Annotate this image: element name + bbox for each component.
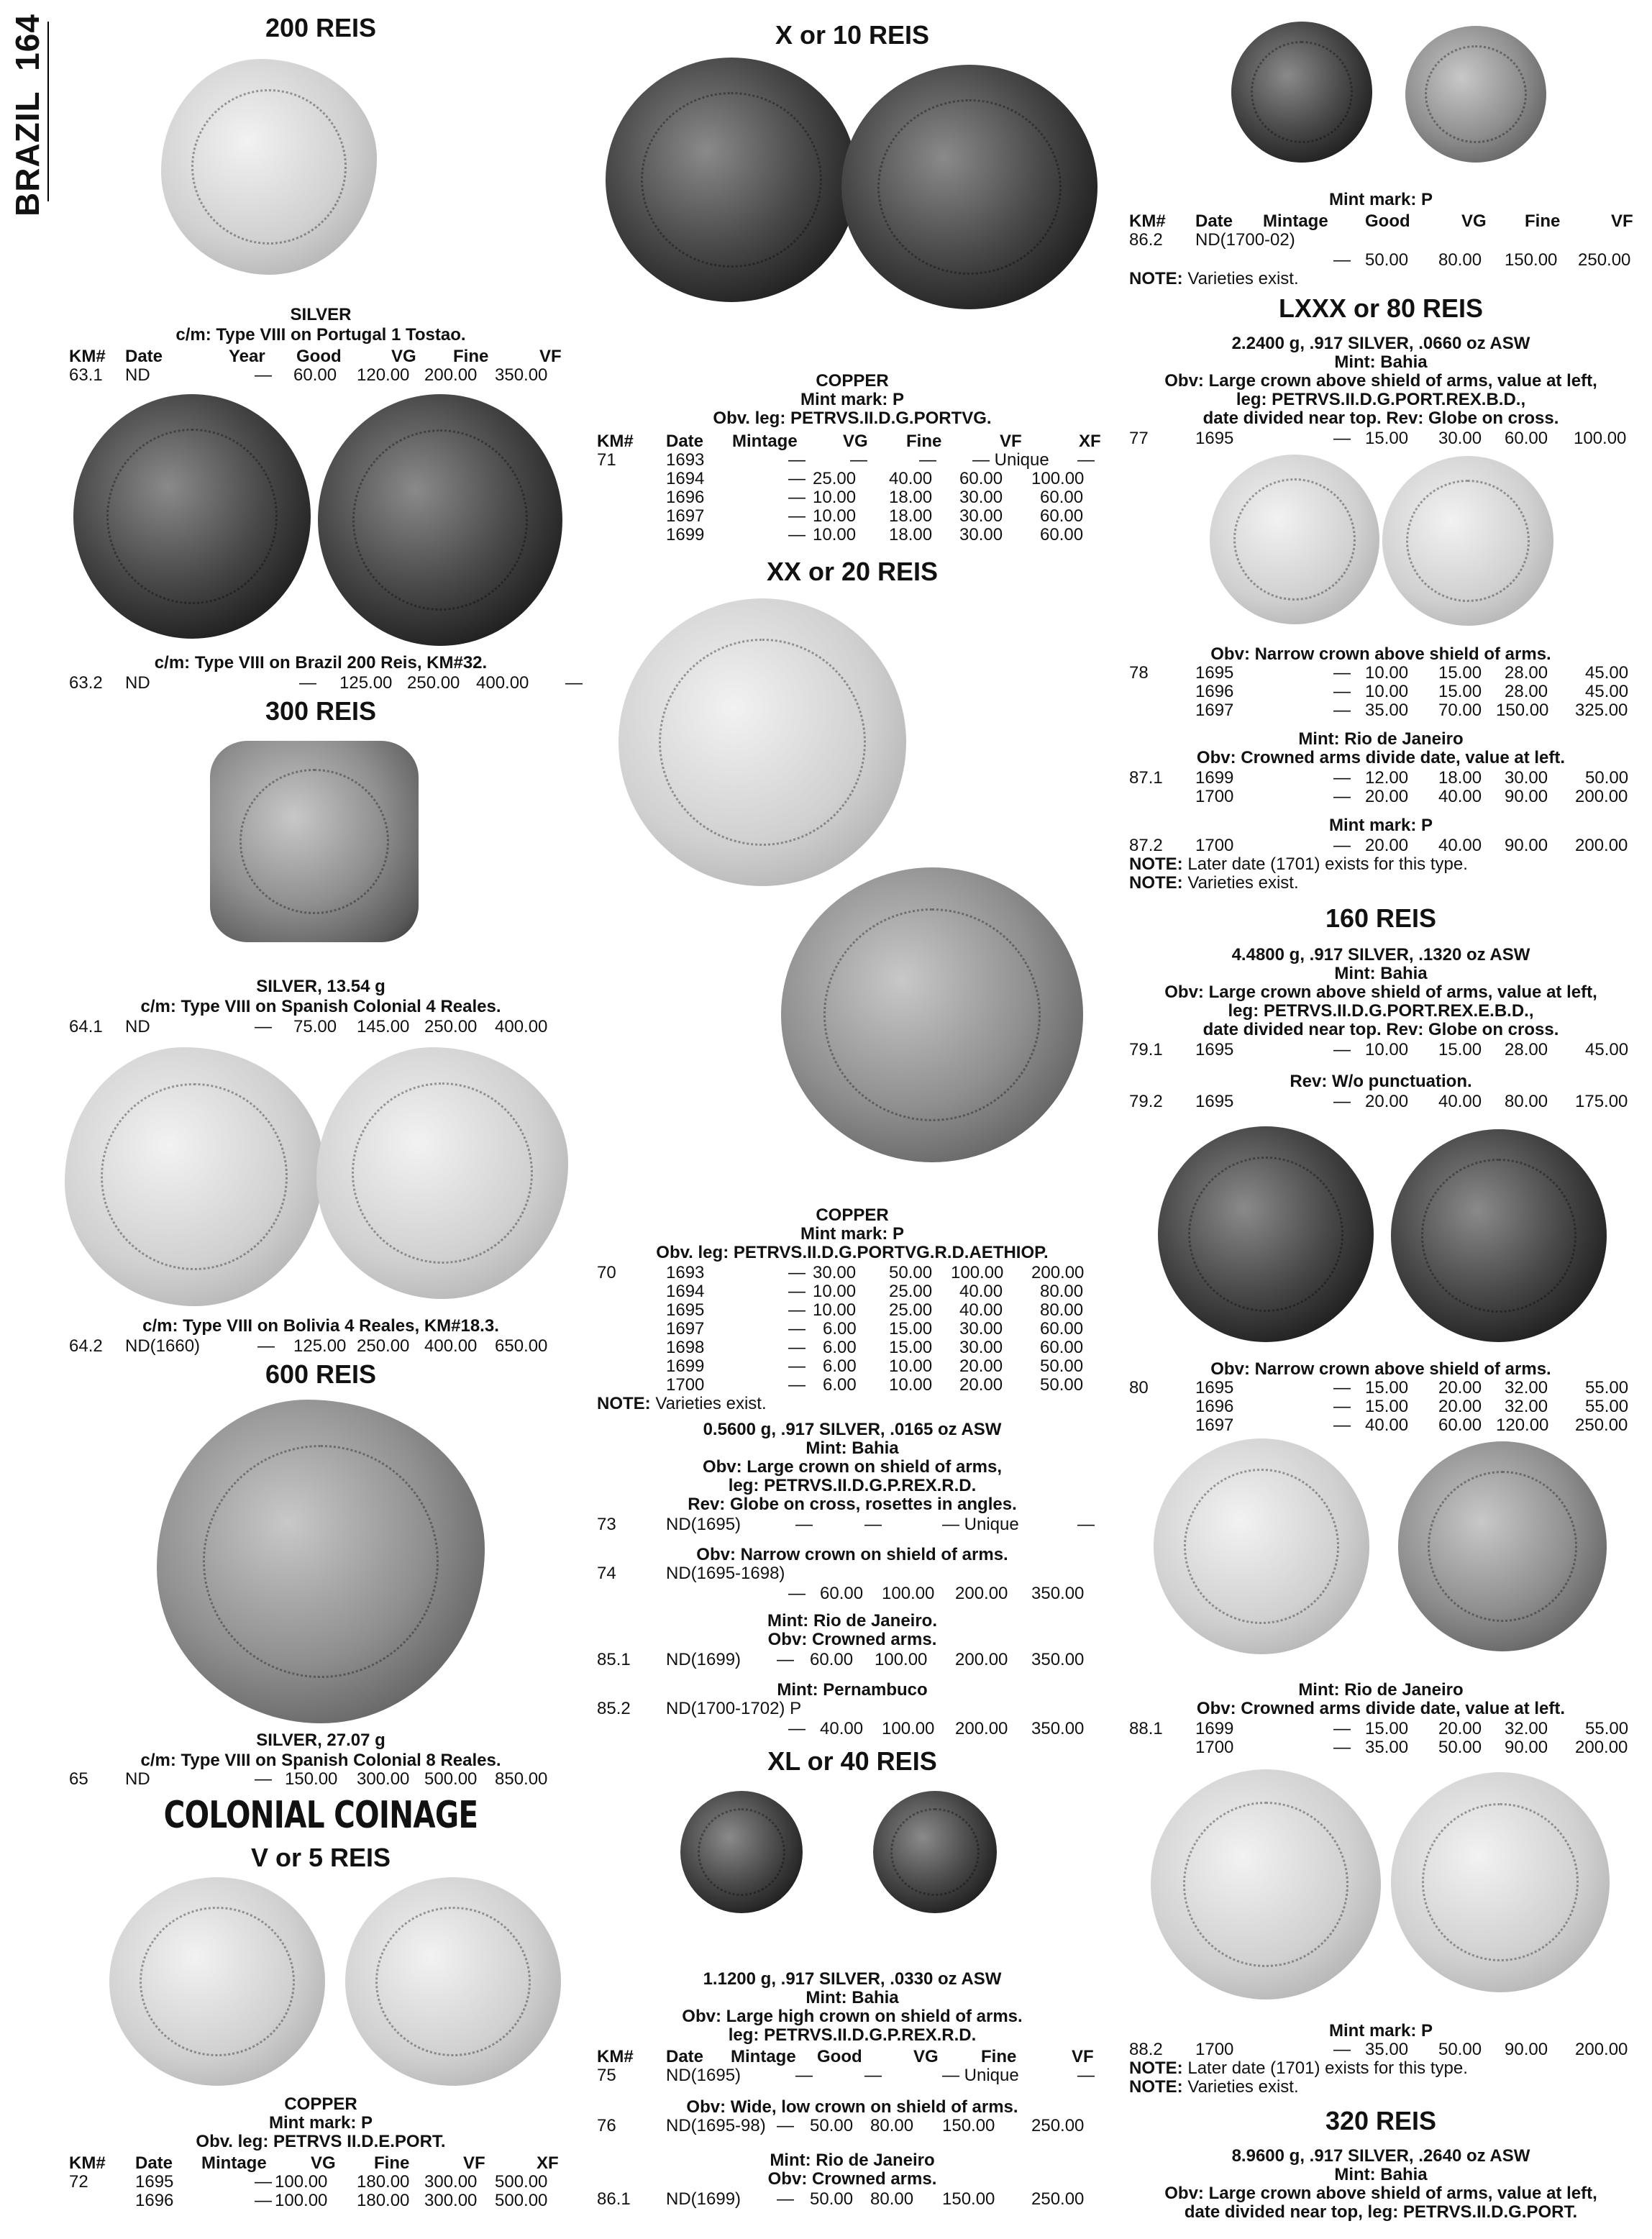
mint-label: Mint: Rio de Janeiro. [767,1611,937,1631]
mint-label: Mint: Rio de Janeiro [1298,729,1464,749]
metal-label: SILVER, 27.07 g [256,1730,385,1750]
coin-image [1382,456,1553,626]
coin-image [157,1400,485,1723]
section-banner: COLONIAL COINAGE [163,1794,478,1837]
table-row: — 40.00 100.00 200.00 350.00 [788,1719,1085,1738]
metal-label: SILVER [290,305,352,324]
coin-image [65,1047,324,1306]
table-row: 79.1 1695 — 10.00 15.00 28.00 45.00 [1129,1040,1629,1059]
table-row: 72 1695 — 100.00 180.00 300.00 500.00 [69,2172,548,2192]
table-row: 73 ND(1695) — — — Unique — [597,1515,1095,1534]
coin-image [680,1791,803,1913]
legend-label: leg: PETRVS.II.D.G.P.REX.R.D. [728,1476,977,1495]
mint-mark-label: Mint mark: P [1328,816,1433,835]
coin-image [1398,1441,1607,1651]
table-row: 75 ND(1695) — — — Unique — [597,2066,1095,2085]
table-row: 64.2 ND(1660) — 125.00 250.00 400.00 650.00 [69,1336,548,1356]
section-title: 320 REIS [1325,2106,1437,2135]
obverse-label: Obv: Crowned arms divide date, value at left. [1196,748,1566,767]
table-row: 1699 — 10.00 18.00 30.00 60.00 [666,525,1084,544]
obverse-label: date divided near top, leg: PETRVS.II.D.G.PORT. [1184,2202,1578,2222]
table-row: 65 ND — 150.00 300.00 500.00 850.00 [69,1769,548,1789]
table-row: 1697 — 6.00 15.00 30.00 60.00 [666,1319,1084,1339]
mint-mark-label: Mint mark: P [1328,190,1433,209]
legend-label: leg: PETRVS.II.D.G.PORT.REX.B.D., [1236,390,1526,409]
table-row: 79.2 1695 — 20.00 40.00 80.00 175.00 [1129,1092,1628,1111]
obverse-label: Obv: Large high crown on shield of arms. [682,2007,1023,2026]
section-title: 160 REIS [1325,903,1437,933]
obverse-label: Obv: Narrow crown above shield of arms. [1210,644,1551,664]
country-label: BRAZIL [9,91,46,216]
coin-image [841,65,1097,309]
legend-label: Obv. leg: PETRVS.II.D.G.PORTVG.R.D.AETHIOP. [656,1243,1049,1262]
table-row: 1696 — 100.00 180.00 300.00 500.00 [135,2191,548,2210]
legend-label: leg: PETRVS.II.D.G.P.REX.R.D. [728,2025,977,2045]
weight-label: 2.2400 g, .917 SILVER, .0660 oz ASW [1231,334,1530,353]
countermark-label: c/m: Type VIII on Portugal 1 Tostao. [175,325,466,345]
obverse-label: Obv: Crowned arms. [767,1630,937,1649]
coin-image [619,598,906,886]
table-row: 87.1 1699 — 12.00 18.00 30.00 50.00 [1129,768,1629,788]
table-row: 1697 — 35.00 70.00 150.00 325.00 [1195,701,1628,720]
table-row: 85.1 ND(1699) — 60.00 100.00 200.00 350.00 [597,1650,1085,1669]
table-row: 74 ND(1695-1698) [597,1564,785,1583]
table-row: 1700 — 6.00 10.00 20.00 50.00 [666,1375,1084,1395]
section-title: 600 REIS [265,1359,377,1389]
table-row: 63.2 ND — 125.00 250.00 400.00 — [69,673,583,693]
obverse-label: Obv: Crowned arms. [767,2169,937,2189]
metal-label: COPPER [816,371,889,391]
countermark-label: c/m: Type VIII on Spanish Colonial 4 Reales. [140,997,501,1016]
mint-label: Mint: Bahia [806,1988,899,2007]
table-row: 1700 — 35.00 50.00 90.00 200.00 [1195,1738,1628,1757]
side-rule [47,22,49,201]
section-title: X or 10 REIS [775,20,930,50]
coin-image [1158,1126,1374,1342]
coin-image [1391,1772,1610,1992]
coin-image [1391,1129,1607,1342]
table-row: 1700 — 20.00 40.00 90.00 200.00 [1195,787,1628,806]
coin-image [1154,1438,1369,1654]
coin-image [161,59,377,275]
table-row: — 60.00 100.00 200.00 350.00 [788,1584,1085,1603]
legend-label: Obv. leg: PETRVS.II.D.G.PORTVG. [713,409,992,428]
obverse-label: date divided near top. Rev: Globe on cross. [1203,409,1559,428]
table-header: KM# Date Mintage Good VG Fine VF [597,2047,1094,2066]
reverse-label: Rev: Globe on cross, rosettes in angles. [688,1495,1017,1514]
metal-label: COPPER [284,2094,357,2114]
metal-label: COPPER [816,1205,889,1225]
table-row: 70 1693 — 30.00 50.00 100.00 200.00 [597,1263,1085,1282]
table-row: 63.1 ND — 60.00 120.00 200.00 350.00 [69,365,548,385]
coin-image [73,394,311,639]
table-row: 78 1695 — 10.00 15.00 28.00 45.00 [1129,663,1629,683]
coin-image [345,1877,561,2086]
mint-label: Mint: Bahia [1334,2165,1428,2184]
table-row: 80 1695 — 15.00 20.00 32.00 55.00 [1129,1378,1629,1397]
legend-label: leg: PETRVS.II.D.G.PORT.REX.E.B.D., [1228,1001,1534,1021]
page-side-label [4,14,50,216]
page-number: 164 [9,14,46,71]
weight-label: 1.1200 g, .917 SILVER, .0330 oz ASW [703,1969,1002,1989]
coin-image [1405,26,1546,163]
mint-mark-label: Mint mark: P [800,390,905,409]
table-row: 1697 — 10.00 18.00 30.00 60.00 [666,506,1084,526]
section-title: LXXX or 80 REIS [1278,293,1484,323]
section-title: XX or 20 REIS [766,557,939,586]
table-row: 1696 — 15.00 20.00 32.00 55.00 [1195,1397,1629,1416]
table-row: 1694 — 25.00 40.00 60.00 100.00 [666,469,1085,488]
countermark-label: c/m: Type VIII on Brazil 200 Reis, KM#32. [154,653,488,672]
coin-image [781,867,1083,1162]
table-row: 88.2 1700 — 35.00 50.00 90.00 200.00 [1129,2040,1628,2059]
section-title: XL or 40 REIS [767,1746,937,1776]
obverse-label: Obv: Large crown above shield of arms, value at left, [1164,371,1597,391]
obverse-label: Obv: Crowned arms divide date, value at left. [1196,1699,1566,1718]
coin-image [1210,455,1379,624]
table-header: KM# Date Mintage Good VG Fine VF [1129,211,1633,231]
weight-label: 0.5600 g, .917 SILVER, .0165 oz ASW [703,1420,1002,1439]
table-row: 77 1695 — 15.00 30.00 60.00 100.00 [1129,429,1627,448]
table-row: 1696 — 10.00 15.00 28.00 45.00 [1195,682,1629,701]
obverse-label: Obv: Large crown above shield of arms, value at left, [1164,2184,1597,2203]
note: NOTE: Varieties exist. [597,1394,767,1413]
coin-image [1151,1769,1381,1999]
column-1 [69,0,583,2239]
mint-label: Mint: Bahia [806,1438,899,1458]
table-row: 88.1 1699 — 15.00 20.00 32.00 55.00 [1129,1719,1629,1738]
table-row: 64.1 ND — 75.00 145.00 250.00 400.00 [69,1017,548,1036]
coin-image [1231,22,1372,163]
table-row: 87.2 1700 — 20.00 40.00 90.00 200.00 [1129,836,1628,855]
table-row: 1697 — 40.00 60.00 120.00 250.00 [1195,1415,1628,1435]
section-title: V or 5 REIS [250,1843,391,1872]
table-row: 1699 — 6.00 10.00 20.00 50.00 [666,1356,1084,1376]
table-header: KM# Date Year Good VG Fine VF [69,347,562,366]
mint-label: Mint: Bahia [1334,964,1428,983]
mint-label: Mint: Pernambuco [777,1680,928,1700]
weight-label: 4.4800 g, .917 SILVER, .1320 oz ASW [1231,945,1530,965]
coin-image [606,58,857,302]
note: NOTE: Varieties exist. [1129,2077,1299,2097]
table-row: — 50.00 80.00 150.00 250.00 [1333,250,1631,270]
section-title: 300 REIS [265,696,377,726]
obverse-label: Obv: Large crown on shield of arms, [702,1457,1003,1477]
coin-image [109,1877,325,2086]
table-row: 85.2 ND(1700-1702) P [597,1699,802,1718]
table-row: 1698 — 6.00 15.00 30.00 60.00 [666,1338,1084,1357]
countermark-label: c/m: Type VIII on Bolivia 4 Reales, KM#18.3. [142,1316,499,1336]
column-3 [1129,0,1633,2239]
mint-mark-label: Mint mark: P [800,1224,905,1244]
coin-image [873,1791,997,1913]
obverse-label: date divided near top. Rev: Globe on cross. [1203,1020,1559,1039]
section-title: 200 REIS [265,13,377,42]
mint-label: Mint: Bahia [1334,352,1428,372]
obverse-label: Obv: Wide, low crown on shield of arms. [686,2097,1018,2117]
table-row: 76 ND(1695-98) — 50.00 80.00 150.00 250.00 [597,2116,1085,2135]
column-2 [597,0,1108,2239]
coin-image [318,394,562,646]
table-header: KM# Date Mintage VG Fine VF XF [69,2153,559,2173]
note: NOTE: Later date (1701) exists for this type. [1129,854,1468,874]
legend-label: Obv. leg: PETRVS II.D.E.PORT. [196,2132,446,2151]
obverse-label: Obv: Narrow crown above shield of arms. [1210,1359,1551,1379]
table-row: 1694 — 10.00 25.00 40.00 80.00 [666,1282,1084,1301]
table-row: 86.1 ND(1699) — 50.00 80.00 150.00 250.00 [597,2189,1085,2209]
table-row: 71 1693 — — — — Unique — [597,450,1095,470]
obverse-label: Obv: Large crown above shield of arms, value at left, [1164,982,1597,1002]
mint-mark-label: Mint mark: P [268,2113,373,2133]
mint-mark-label: Mint mark: P [1328,2021,1433,2040]
note: NOTE: Varieties exist. [1129,269,1299,288]
table-row: 1696 — 10.00 18.00 30.00 60.00 [666,488,1084,507]
reverse-label: Rev: W/o punctuation. [1290,1072,1472,1091]
mint-label: Mint: Rio de Janeiro [770,2151,935,2170]
table-header: KM# Date Mintage VG Fine VF XF [597,432,1101,451]
table-row: 86.2 ND(1700-02) [1129,230,1295,250]
coin-image [316,1047,568,1299]
note: NOTE: Varieties exist. [1129,873,1299,893]
note: NOTE: Later date (1701) exists for this type. [1129,2058,1468,2078]
mint-label: Mint: Rio de Janeiro [1298,1680,1464,1700]
weight-label: 8.9600 g, .917 SILVER, .2640 oz ASW [1231,2146,1530,2166]
table-row: 1695 — 10.00 25.00 40.00 80.00 [666,1300,1084,1320]
countermark-label: c/m: Type VIII on Spanish Colonial 8 Reales. [140,1751,501,1770]
coin-image [210,741,419,942]
metal-label: SILVER, 13.54 g [256,977,385,996]
obverse-label: Obv: Narrow crown on shield of arms. [696,1545,1008,1564]
